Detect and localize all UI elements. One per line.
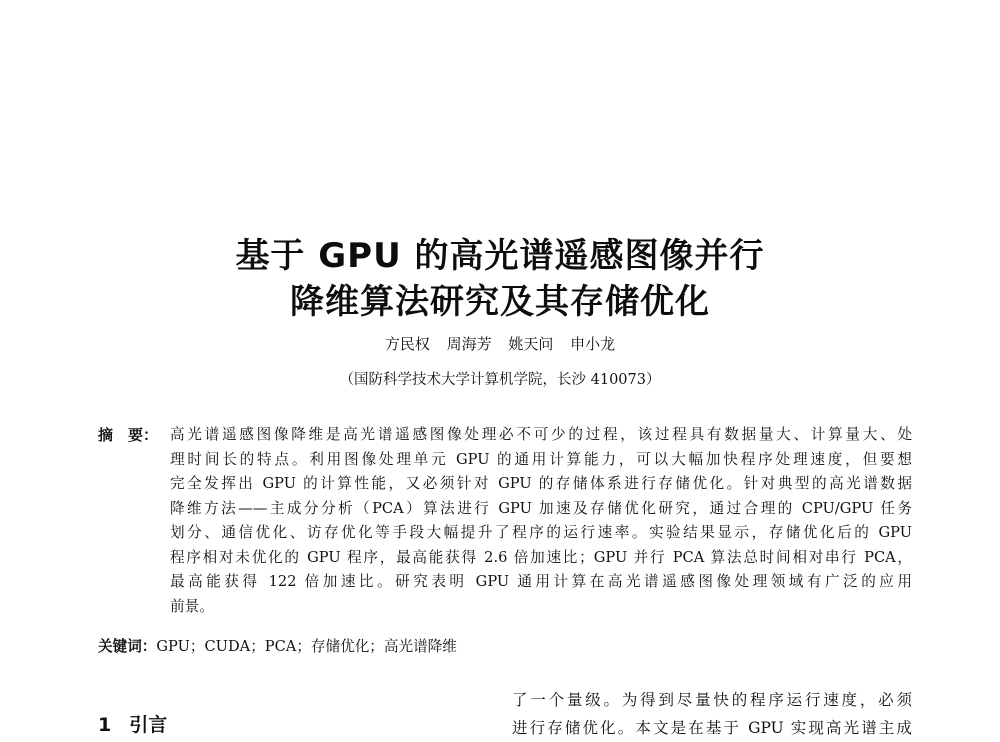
paper-title-line-1: 基于 GPU 的高光谱遥感图像并行 [235, 236, 765, 276]
section-number: 1 [98, 714, 112, 736]
abstract-line: 前景。 [170, 597, 214, 615]
body-right-column [512, 686, 912, 742]
abstract-line: 完全发挥出 GPU 的计算性能，又必须针对 GPU 的存储体系进行存储优化。针对典型的高光谱数据 [170, 475, 912, 492]
author-list: 方民权 周海芳 姚天问 申小龙 [384, 335, 616, 353]
abstract-body [170, 423, 912, 619]
keywords [98, 636, 457, 658]
abstract-line: 高光谱遥感图像降维是高光谱遥感图像处理必不可少的过程，该过程具有数据量大、计算量大、处 [170, 426, 912, 443]
affiliation: （国防科学技术大学计算机学院，长沙 410073） [339, 372, 661, 388]
body-line: 了一个量级。为得到尽量快的程序运行速度，必须 [512, 691, 912, 709]
keywords-label: 关键词： [98, 638, 157, 655]
paper-title-line-2: 降维算法研究及其存储优化 [290, 282, 710, 322]
keywords-value: GPU；CUDA；PCA；存储优化；高光谱降维 [156, 638, 457, 655]
abstract-line: 降维方法——主成分分析（PCA）算法进行 GPU 加速及存储优化研究，通过合理的 CPU/GPU 任务 [170, 499, 912, 517]
abstract-line: 划分、通信优化、访存优化等手段大幅提升了程序的运行速率。实验结果显示，存储优化后的 GPU [170, 524, 912, 541]
abstract-line: 理时间长的特点。利用图像处理单元 GPU 的通用计算能力，可以大幅加快程序处理速度，但要想 [170, 450, 912, 468]
abstract-line: 程序相对未优化的 GPU 程序，最高能获得 2.6 倍加速比；GPU 并行 PCA 算法总时间相对串行 PCA， [170, 548, 912, 566]
abstract-line: 最高能获得 122 倍加速比。研究表明 GPU 通用计算在高光谱遥感图像处理领域有广泛的应用 [170, 573, 912, 590]
section-title: 引言 [129, 714, 168, 736]
section-heading [98, 712, 167, 738]
abstract-label: 摘 要： [98, 426, 159, 444]
body-line: 进行存储优化。本文是在基于 GPU 实现高光谱主成 [512, 719, 912, 737]
